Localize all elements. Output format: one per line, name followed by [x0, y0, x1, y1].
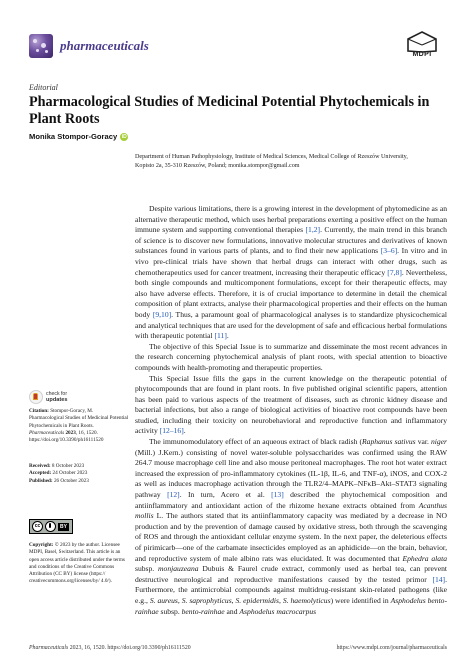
citation-link[interactable]: [11]	[214, 331, 227, 341]
check-updates-label: check for updates	[46, 391, 68, 403]
citation-link[interactable]: [1,2]	[305, 225, 321, 235]
citation-link[interactable]: [12]	[167, 490, 180, 500]
mdpi-logo-icon	[405, 31, 439, 59]
paragraph: This Special Issue fills the gaps in the current knowledge on the therapeutic potential of phytocompounds that are found in plant roots. In five published original scientific papers, attention has been paid to various aspects of the treatment of diseases, such as chronic kidney disease and bacterial infections, but also a range of biological activities of bioactive root compounds have been studied, including their toxicity on neurobehavioral and reproductive function and inflammatory activity [12–16].	[135, 373, 447, 436]
affiliation-line: Department of Human Pathophysiology, Institute of Medical Sciences, Medical College of Rzeszów University,	[135, 154, 408, 160]
journal-logo-icon	[29, 34, 53, 58]
article-body	[135, 204, 447, 617]
dates-block: Received: 8 October 2023 Accepted: 24 October 2023 Published: 26 October 2023	[29, 463, 89, 484]
article-type: Editorial	[29, 83, 58, 92]
journal-name: pharmaceuticals	[60, 38, 149, 53]
footer-citation: Pharmaceuticals 2023, 16, 1520. https://doi.org/10.3390/ph16111520	[29, 645, 191, 651]
check-for-updates-button[interactable]	[29, 390, 67, 404]
citation-link[interactable]: [12–16]	[159, 426, 184, 436]
paragraph: Despite various limitations, there is a growing interest in the development of phytomedicine as an alternative therapeutic method, which uses herbal preparations exerting a positive effect on the human immune system and supporting conventional therapies [1,2]. Currently, the main trend in this branch of science is to discover new formulations, innovative molecular structures and derivatives of known substances found in various parts of plants, and to find their new applications [3–6]. In vitro and in vivo pre-clinical trials have shown that herbal drugs can interact with other drugs, such as chemotherapeutics used for cancer treatment, increasing their therapeutic efficacy [7,8]. Nevertheless, both single compounds and multicomponent formulations, except for their therapeutic effects, may also have adverse effects. Therefore, it is of crucial importance to determine in detail the chemical composition of plant extracts, analyse their pharmacological properties and their effects on the human body [9,10]. Thus, a paramount goal of pharmacological analyses is to standardize physicochemical and analytical techniques that are used for the development of safe and efficacious herbal formulations with therapeutic potential [11].	[135, 204, 448, 341]
citation-link[interactable]: [9,10]	[152, 309, 172, 319]
orcid-icon[interactable]: iD	[121, 133, 127, 140]
citation-link[interactable]: [7,8]	[387, 267, 402, 277]
article-title: Pharmacological Studies of Medicinal Potential Phytochemicals in Plant Roots	[29, 94, 430, 127]
copyright-block: Copyright: © 2023 by the author. Licensee MDPI, Basel, Switzerland. This article is an open access article distributed under the terms and conditions of the Creative Commons Attribution (CC BY) license (https:// creativecommons.org/licenses/by/ 4.0/).	[29, 542, 125, 585]
footer-journal-url[interactable]: https://www.mdpi.com/journal/pharmaceuticals	[336, 645, 447, 651]
attribution-icon	[45, 521, 56, 532]
affiliation-line: Kopisto 2a, 35-310 Rzeszów, Poland; monika.stompor@gmail.com	[135, 162, 300, 169]
paragraph: The objective of this Special Issue is to summarize and disseminate the most recent advances in the research concerning phytochemical analysis of plant roots, with special attention to bioactive compounds with health-promoting and therapeutic properties.	[135, 341, 447, 372]
paragraph: The immunomodulatory effect of an aqueous extract of black radish (Raphanus sativus var. niger (Mill.) J.Kern.) consisting of novel water-soluble polysaccharides was confirmed using the RAW 264.7 mouse macrophage cell line and also mouse peritoneal macrophages. The root hot water extract increased the expression of pro-inflammatory cytokines (IL-1β, IL-6, and TNF-α), iNOS, and COX-2 as well as induces macrophage activation through the TLR2/4–MAPK–NFκB–Akt–STAT3 signaling pathway [12]. In turn, Acero et al. [13] described the phytochemical composition and antiinflammatory and antioxidant action of the rhizome hexane extracts obtained from Acanthus mollis L. The authors stated that its antiinflammatory capacity was mediated by a decrease in NO production and by the prevention of damage caused by oxidative stress, both through the scavenging of ROS and through the antioxidant cellular enzyme system. In the next paper, the deleterious effects of pirimicarb—one of the carbamate insecticides employed as an aphidicide—on the brain, behavior, and reproductive system of male albino rats was elucidated. It was documented that Ephedra alata subsp. monjauzeana Dubuis & Faurel crude extract, commonly used as herbal tea, can prevent destructive neurological and reproductive manifestations caused by the tested primor [14]. Furthermore, the antimicrobial compounds against multidrug-resistant skin-related pathogens (like e.g., S. aureus, S. saprophyticus, S. epidermidis, S. haemolyticus) were identified in Asphodelus bento-rainhae subsp. bento-rainhae and Asphodelus macrocarpus	[135, 437, 447, 616]
cc-by-license-badge[interactable]	[29, 519, 73, 534]
citation-link[interactable]: [14]	[432, 574, 446, 584]
cc-icon: cc	[32, 521, 43, 532]
citation-link[interactable]: [3–6]	[380, 246, 398, 256]
citation-block: Citation: Stompor-Goracy, M. Pharmacological Studies of Medicinal Potential Phytochemicals in Plant Roots. Pharmaceuticals 2023, 16, 1520. https://doi.org/10.3390/ph16111520	[29, 408, 129, 444]
mdpi-logo-shape	[405, 31, 439, 53]
cc-by-label: BY	[60, 523, 67, 530]
author-line	[29, 132, 128, 141]
citation-link[interactable]: [13]	[271, 490, 284, 500]
author-name: Monika Stompor-Goracy	[29, 132, 118, 141]
check-updates-icon	[29, 390, 43, 404]
affiliation	[135, 153, 447, 170]
publisher-name: MDPI	[412, 51, 432, 58]
page-footer	[29, 645, 447, 651]
